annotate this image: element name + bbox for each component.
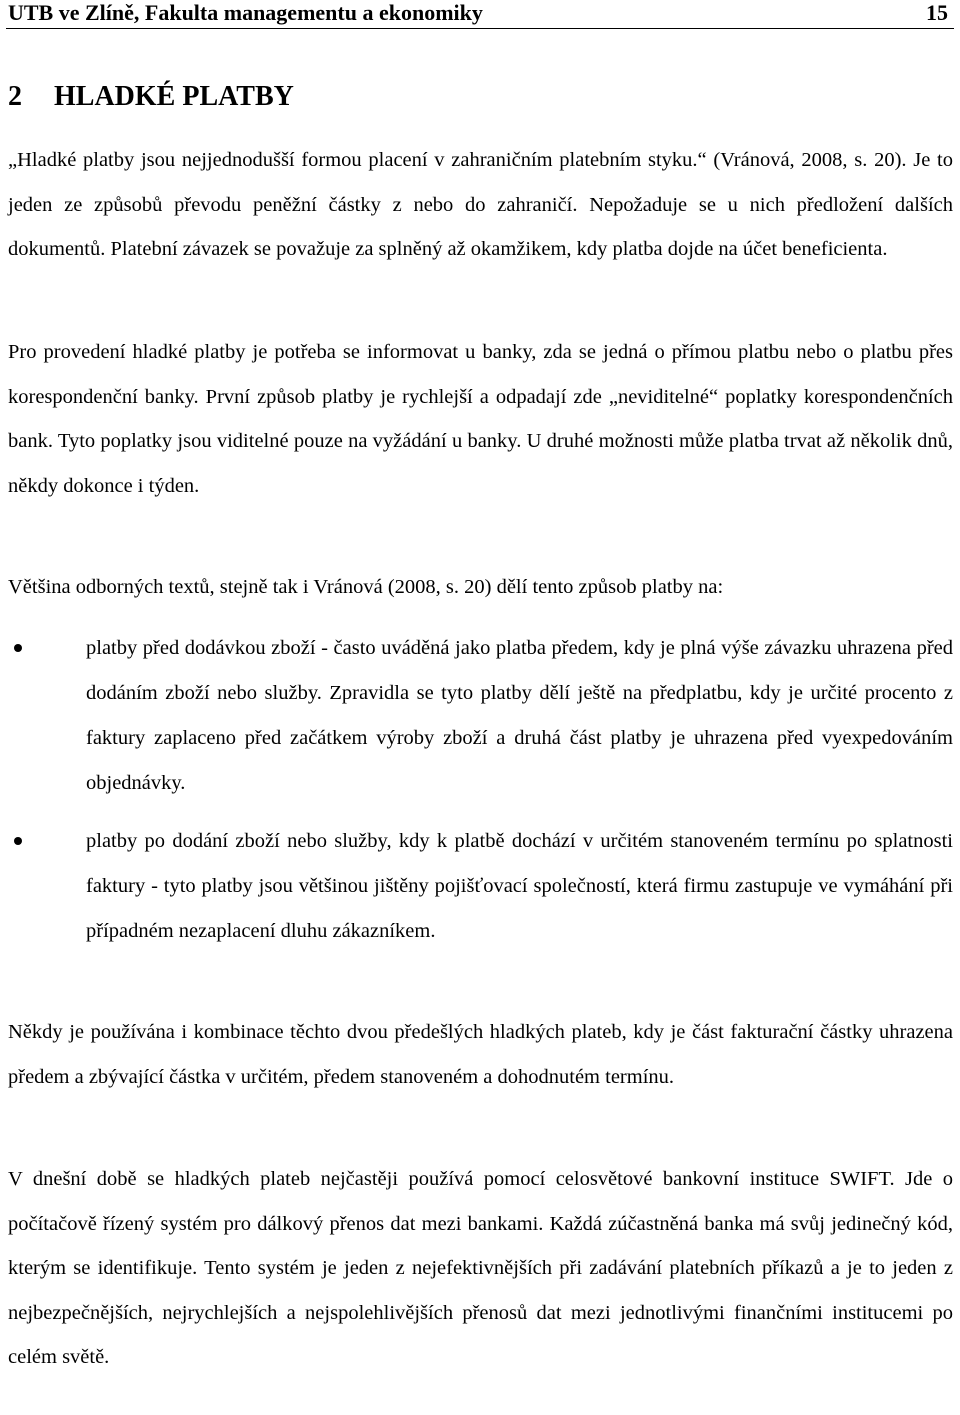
paragraph-swift: V dnešní době se hladkých plateb nejčastěji používá pomocí celosvětové bankovní instituce SWIFT. Jde o počítačově řízený systém pro dálkový přenos dat mezi bankami. Každá zúčastněná banka má svůj jedinečný kód, kterým se identifikuje. Tento systém je jeden z nejefektivnějších při zadávání platebních příkazů a je to jeden z nejbezpečnějších, nejrychlejších a nejspolehlivějších přenosů dat mezi jednotlivými finančními institucemi po celém světě. bbox=[8, 1168, 953, 1368]
chapter-number: 2 bbox=[8, 81, 22, 112]
chapter-heading bbox=[8, 80, 294, 114]
bullet-dot-icon bbox=[14, 837, 22, 845]
list-item-prepayment: platby před dodávkou zboží - často uváděná jako platba předem, kdy je plná výše závazku uhrazena před dodáním zboží nebo služby. Zpravidla se tyto platby dělí ještě na předplatbu, kdy je určité procento z faktury zaplaceno před začátkem výroby zboží a druhá část platby je uhrazena před vyexpedováním objednávky. bbox=[86, 637, 953, 794]
paragraph-combination: Někdy je používána i kombinace těchto dvou předešlých hladkých plateb, kdy je část fakturační částky uhrazena předem a zbývající částka v určitém, předem stanoveném a dohodnutém termínu. bbox=[8, 1021, 953, 1088]
chapter-title: HLADKÉ PLATBY bbox=[54, 81, 294, 112]
paragraph-procedure: Pro provedení hladké platby je potřeba se informovat u banky, zda se jedná o přímou platbu nebo o platbu přes korespondenční banky. První způsob platby je rychlejší a odpadají zde „neviditelné“ poplatky korespondenčních bank. Tyto poplatky jsou viditelné pouze na vyžádání u banky. U druhé možnosti může platba trvat až několik dnů, někdy dokonce i týden. bbox=[8, 341, 953, 497]
paragraph-division: Většina odborných textů, stejně tak i Vránová (2008, s. 20) dělí tento způsob platby na: bbox=[8, 576, 724, 598]
running-header bbox=[6, 0, 954, 29]
paragraph-intro: „Hladké platby jsou nejjednodušší formou placení v zahraničním platebním styku.“ (Vránová, 2008, s. 20). Je to jeden ze způsobů převodu peněžní částky z nebo do zahraničí. Nepožaduje se u nich předložení dalších dokumentů. Platební závazek se považuje za splněný až okamžikem, kdy platba dojde na účet beneficienta. bbox=[8, 149, 953, 260]
header-institution: UTB ve Zlíně, Fakulta managementu a ekonomiky bbox=[8, 0, 483, 25]
bullet-dot-icon bbox=[14, 644, 22, 652]
header-page-number: 15 bbox=[926, 0, 948, 25]
list-item-postpayment: platby po dodání zboží nebo služby, kdy k platbě dochází v určitém stanoveném termínu po splatnosti faktury - tyto platby jsou většinou jištěny pojišťovací společností, která firmu zastupuje ve vymáhání při případném nezaplacení dluhu zákazníkem. bbox=[86, 830, 953, 942]
